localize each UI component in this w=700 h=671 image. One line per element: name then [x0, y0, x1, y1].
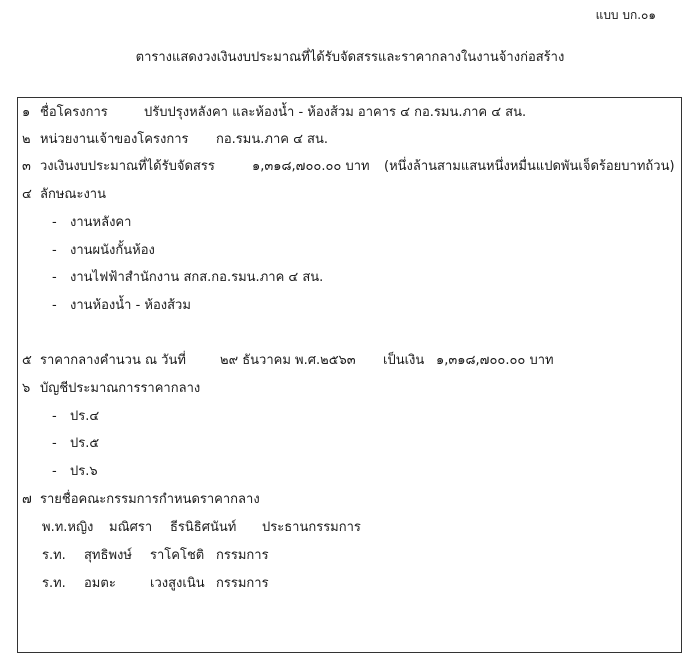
item-number: ๑: [22, 105, 31, 120]
member-role: กรรมการ: [216, 576, 269, 591]
estimate-item: [52, 408, 99, 426]
work-item-label: งานผนังกั้นห้อง: [70, 243, 155, 258]
list-dash: -: [52, 215, 57, 230]
item-number: ๒: [22, 132, 31, 147]
list-dash: -: [52, 436, 57, 451]
list-dash: -: [52, 243, 57, 258]
work-item: [52, 269, 323, 287]
member-role: กรรมการ: [216, 548, 269, 563]
list-dash: -: [52, 298, 57, 313]
content-frame: [17, 97, 682, 653]
list-dash: -: [52, 270, 57, 285]
estimate-item-label: ปร.๔: [70, 409, 100, 424]
member-first-name: สุทธิพงษ์: [84, 548, 132, 563]
member-first-name: มณิศรา: [109, 520, 153, 535]
item-label: หน่วยงานเจ้าของโครงการ: [40, 132, 189, 147]
median-price-amount: ๑,๓๑๘,๗๐๐.๐๐ บาท: [436, 353, 554, 368]
member-rank: ร.ท.: [42, 576, 66, 591]
work-item-label: งานไฟฟ้าสำนักงาน สกส.กอ.รมน.ภาค ๔ สน.: [70, 270, 324, 285]
work-item-label: งานห้องน้ำ - ห้องส้วม: [70, 298, 191, 313]
document-title: ตารางแสดงวงเงินงบประมาณที่ได้รับจัดสรรและราคากลางในงานจ้างก่อสร้าง: [135, 50, 565, 65]
work-item-label: งานหลังคา: [70, 215, 132, 230]
estimate-item-label: ปร.๖: [70, 464, 98, 479]
item-label: ราคากลางคำนวน ณ วันที่: [40, 353, 186, 368]
list-dash: -: [52, 464, 57, 479]
item-label: ลักษณะงาน: [40, 187, 106, 202]
budget-amount-text: (หนึ่งล้านสามแสนหนึ่งหมื่นแปดพันเจ็ดร้อยบาทถ้วน): [384, 159, 675, 174]
work-item: [52, 297, 191, 315]
median-price-amount-label: เป็นเงิน: [383, 353, 425, 368]
item-number: ๔: [22, 187, 32, 202]
item-budget: [22, 158, 215, 176]
member-rank: พ.ท.หญิง: [42, 520, 94, 535]
form-code: แบบ บก.๐๑: [595, 8, 656, 22]
item-number: ๕: [22, 353, 32, 368]
list-dash: -: [52, 409, 57, 424]
work-item: [52, 214, 131, 232]
item-label: วงเงินงบประมาณที่ได้รับจัดสรร: [40, 159, 215, 174]
item-number: ๗: [22, 492, 32, 507]
work-item: [52, 242, 155, 260]
member-role: ประธานกรรมการ: [262, 520, 361, 535]
item-median-price: [22, 352, 186, 370]
item-number: ๓: [22, 159, 31, 174]
item-work-type: [22, 186, 106, 204]
member-first-name: อมตะ: [84, 576, 116, 591]
estimate-item: [52, 463, 98, 481]
median-price-date: ๒๙ ธันวาคม พ.ศ.๒๕๖๓: [220, 353, 356, 368]
item-label: รายชื่อคณะกรรมการกำหนดราคากลาง: [40, 492, 260, 507]
item-agency: [22, 131, 188, 149]
item-label: ชื่อโครงการ: [40, 105, 108, 120]
member-last-name: ธีรนิธิศนันท์: [170, 520, 237, 535]
item-estimate-list: [22, 380, 200, 398]
member-last-name: เวงสูงเนิน: [150, 576, 205, 591]
item-committee: [22, 491, 260, 509]
item-number: ๖: [22, 381, 31, 396]
budget-amount: ๑,๓๑๘,๗๐๐.๐๐ บาท: [252, 159, 370, 174]
member-last-name: ราโคโชติ: [150, 548, 205, 563]
member-rank: ร.ท.: [42, 548, 66, 563]
estimate-item: [52, 435, 99, 453]
item-label: บัญชีประมาณการราคากลาง: [40, 381, 201, 396]
agency-value: กอ.รมน.ภาค ๔ สน.: [216, 132, 329, 147]
project-name-value: ปรับปรุงหลังคา และห้องน้ำ - ห้องส้วม อาคาร ๔ กอ.รมน.ภาค ๔ สน.: [144, 105, 527, 120]
item-project-name: [22, 104, 108, 122]
estimate-item-label: ปร.๕: [70, 436, 100, 451]
